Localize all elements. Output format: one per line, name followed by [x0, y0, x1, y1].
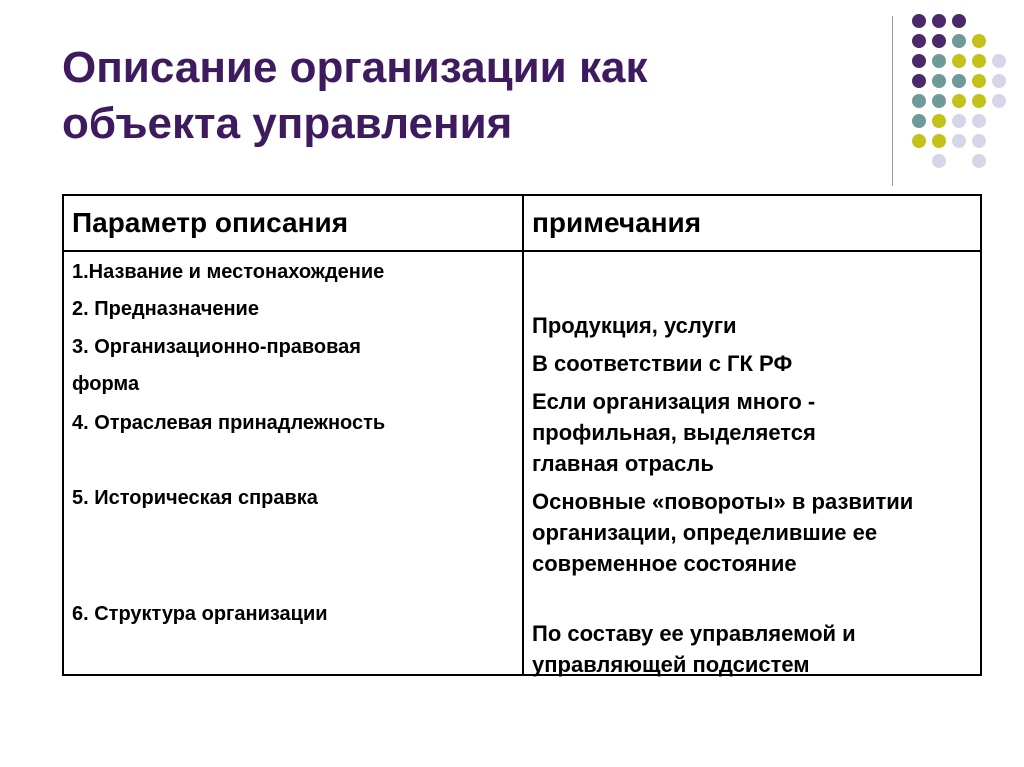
dot	[912, 34, 926, 48]
dot	[932, 94, 946, 108]
parameter-item: форма	[72, 373, 140, 395]
parameter-item: 4. Отраслевая принадлежность	[72, 412, 386, 434]
dot	[972, 114, 986, 128]
note-item: Основные «повороты» в развитии организации, определившие ее современное состояние	[532, 489, 914, 576]
dot	[932, 14, 946, 28]
header-notes: примечания	[532, 207, 702, 238]
dot	[992, 74, 1006, 88]
parameter-item: 5. Историческая справка	[72, 487, 318, 509]
dot	[952, 34, 966, 48]
parameter-item: 2. Предназначение	[72, 298, 259, 320]
dot	[972, 34, 986, 48]
title-line-2: объекта управления	[62, 99, 513, 148]
dot	[912, 54, 926, 68]
dot	[932, 34, 946, 48]
decorative-divider	[892, 16, 893, 186]
dot	[952, 14, 966, 28]
dot	[932, 154, 946, 168]
parameter-item: 1.Название и местонахождение	[72, 261, 385, 283]
title-line-1: Описание организации как	[62, 43, 648, 92]
parameter-item: 6. Структура организации	[72, 603, 328, 625]
dot	[932, 74, 946, 88]
dot	[912, 74, 926, 88]
dot	[912, 134, 926, 148]
note-item: Если организация много - профильная, выделяется главная отрасль	[532, 389, 816, 476]
dot	[932, 114, 946, 128]
parameter-item: 3. Организационно-правовая	[72, 336, 361, 358]
dot	[972, 94, 986, 108]
note-item: В соответствии с ГК РФ	[532, 351, 793, 376]
dot	[912, 114, 926, 128]
dot	[912, 94, 926, 108]
dot	[972, 154, 986, 168]
dot	[932, 54, 946, 68]
page-title	[62, 40, 862, 152]
dot	[972, 134, 986, 148]
dot	[912, 14, 926, 28]
column-divider	[522, 196, 524, 674]
dot	[952, 134, 966, 148]
note-item: По составу ее управляемой и управляющей подсистем	[532, 621, 856, 677]
dot	[992, 94, 1006, 108]
dot	[932, 134, 946, 148]
dot	[952, 94, 966, 108]
dot	[972, 74, 986, 88]
note-item: Продукция, услуги	[532, 313, 737, 338]
description-table	[62, 194, 982, 676]
dot	[952, 54, 966, 68]
dot	[992, 54, 1006, 68]
dot	[952, 74, 966, 88]
dot	[972, 54, 986, 68]
header-parameter: Параметр описания	[72, 207, 349, 238]
dot	[952, 114, 966, 128]
